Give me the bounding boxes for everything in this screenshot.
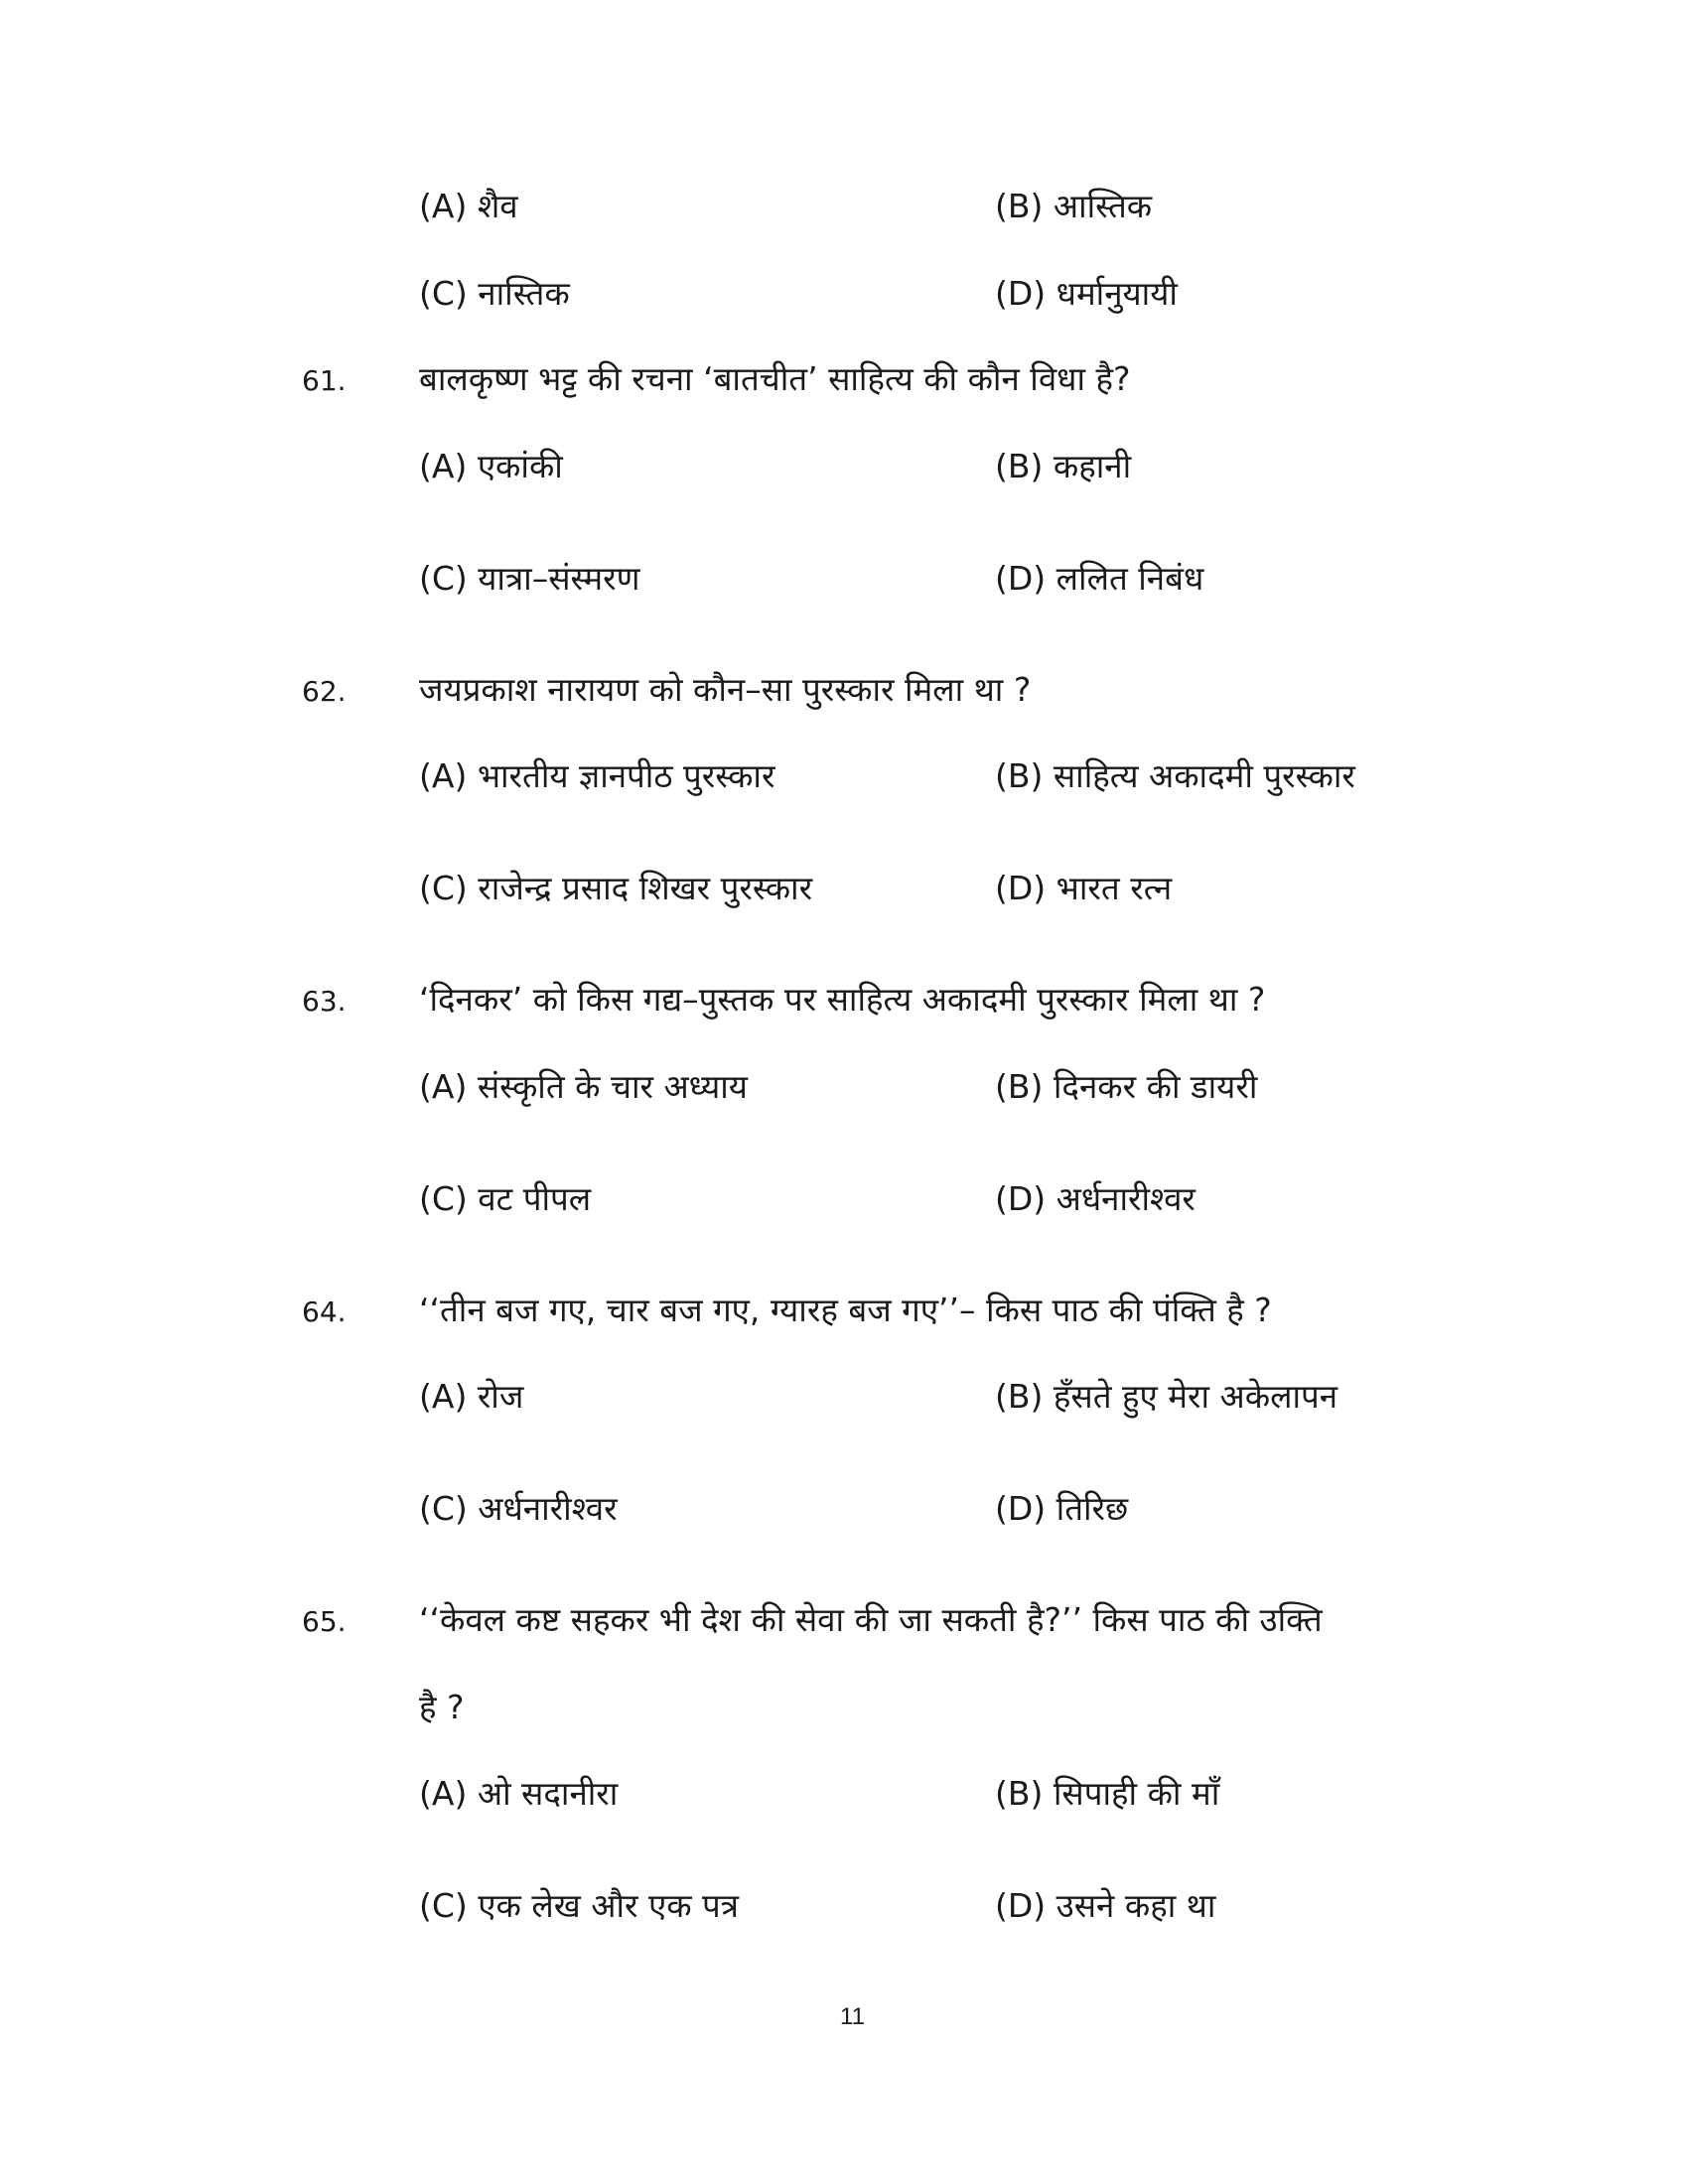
options-row <box>0 177 1688 236</box>
option-b: (B) कहानी <box>995 447 1132 485</box>
options-row <box>0 859 1688 918</box>
option-c: (C) वट पीपल <box>419 1179 592 1218</box>
question-number: 62. <box>302 675 347 708</box>
options-row <box>0 549 1688 609</box>
option-a: (A) शैव <box>419 187 518 225</box>
options-row <box>0 1169 1688 1229</box>
option-d: (D) तिरिछ <box>995 1489 1129 1528</box>
option-c: (C) नास्तिक <box>419 274 570 313</box>
options-row <box>0 1764 1688 1824</box>
question-text: ‘‘केवल कष्ट सहकर भी देश की सेवा की जा सकती है?’’ किस पाठ की उक्ति <box>419 1600 1323 1639</box>
options-row <box>0 747 1688 806</box>
option-d: (D) उसने कहा था <box>995 1886 1216 1925</box>
option-d: (D) भारत रत्न <box>995 869 1173 907</box>
question-number: 65. <box>302 1605 347 1638</box>
question-row <box>0 349 1688 409</box>
options-row <box>0 1876 1688 1936</box>
question-number: 61. <box>302 364 347 397</box>
question-row <box>0 1281 1688 1340</box>
options-row <box>0 264 1688 324</box>
question-text-continuation: है ? <box>419 1688 465 1726</box>
options-row <box>0 437 1688 496</box>
option-d: (D) ललित निबंध <box>995 559 1204 598</box>
question-number: 63. <box>302 985 347 1018</box>
option-c: (C) यात्रा–संस्मरण <box>419 559 640 598</box>
option-a: (A) भारतीय ज्ञानपीठ पुरस्कार <box>419 756 775 795</box>
question-row <box>0 970 1688 1029</box>
question-text: जयप्रकाश नारायण को कौन–सा पुरस्कार मिला था ? <box>419 670 1032 709</box>
options-row <box>0 1057 1688 1117</box>
option-c: (C) अर्धनारीश्वर <box>419 1489 618 1528</box>
options-row <box>0 1367 1688 1427</box>
question-row <box>0 1590 1688 1650</box>
option-b: (B) सिपाही की माँ <box>995 1774 1220 1813</box>
question-text-continuation-row <box>0 1678 1688 1737</box>
option-b: (B) हँसते हुए मेरा अकेलापन <box>995 1377 1338 1416</box>
question-row <box>0 660 1688 720</box>
question-number: 64. <box>302 1296 347 1328</box>
option-b: (B) दिनकर की डायरी <box>995 1067 1258 1106</box>
option-c: (C) राजेन्द्र प्रसाद शिखर पुरस्कार <box>419 869 813 907</box>
option-d: (D) अर्धनारीश्वर <box>995 1179 1196 1218</box>
option-c: (C) एक लेख और एक पत्र <box>419 1886 740 1925</box>
option-a: (A) संस्कृति के चार अध्याय <box>419 1067 748 1106</box>
options-row <box>0 1479 1688 1539</box>
question-text: ‘‘तीन बज गए, चार बज गए, ग्यारह बज गए’’– किस पाठ की पंक्ति है ? <box>419 1291 1272 1329</box>
page-number: 11 <box>840 2003 865 2030</box>
option-a: (A) ओ सदानीरा <box>419 1774 619 1813</box>
option-d: (D) धर्मानुयायी <box>995 274 1178 313</box>
question-text: ‘दिनकर’ को किस गद्य–पुस्तक पर साहित्य अकादमी पुरस्कार मिला था ? <box>419 980 1266 1019</box>
question-text: बालकृष्ण भट्ट की रचना ‘बातचीत’ साहित्य की कौन विधा है? <box>419 359 1131 398</box>
option-a: (A) एकांकी <box>419 447 563 485</box>
option-b: (B) आस्तिक <box>995 187 1153 225</box>
option-b: (B) साहित्य अकादमी पुरस्कार <box>995 756 1355 795</box>
option-a: (A) रोज <box>419 1377 524 1416</box>
